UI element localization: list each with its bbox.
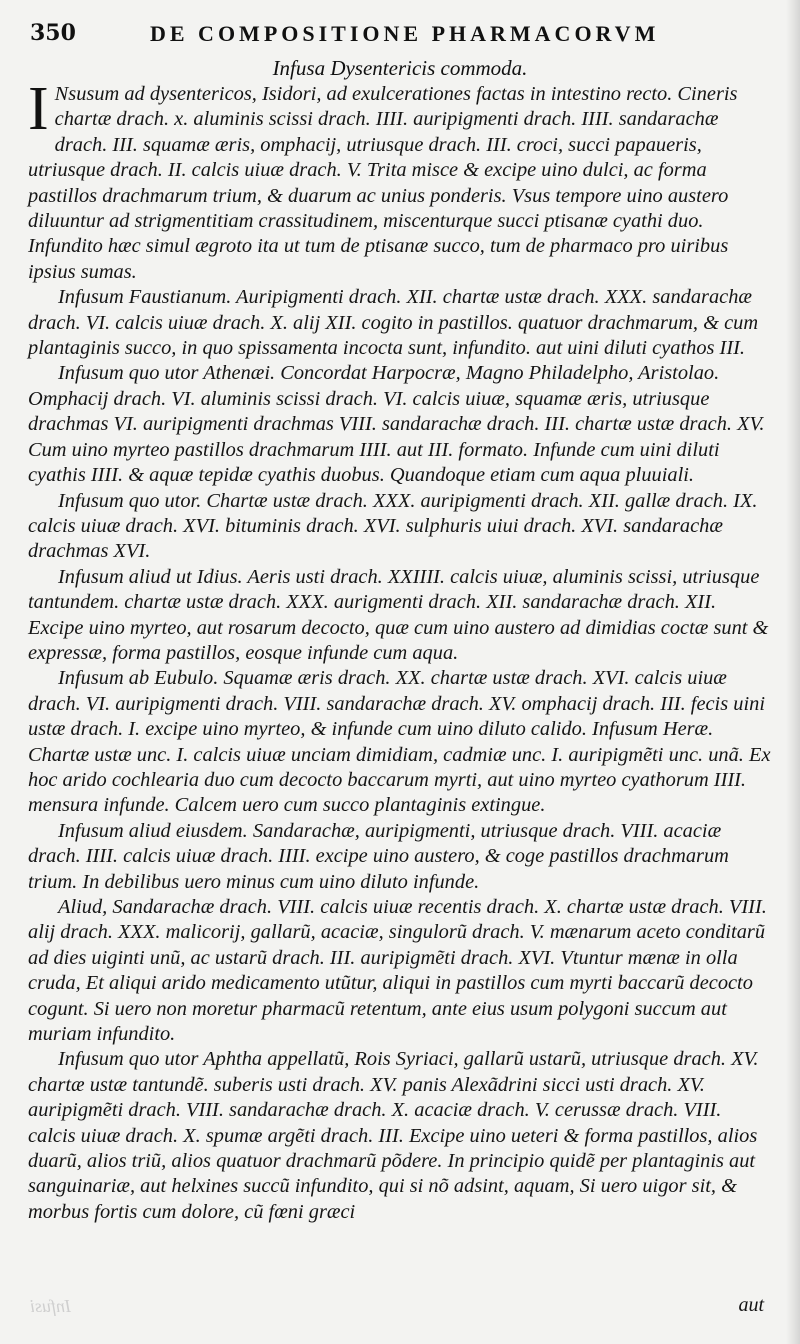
paragraph: Infusum ab Eubulo. Squamæ æris drach. XX. chartæ ustæ drach. XVI. calcis uiuæ drach. VI. auripigmenti drach. VIII. sandarachæ drach. XV. omphacij drach. III. fecis uini ustæ drach. I. excipe uino myrteo, & infunde cum uino diluto calido. Infusum Heræ. Chartæ ustæ unc. I. calcis uiuæ unciam dimidiam, cadmiæ unc. I. auripigmẽti unc. unã. Ex hoc arido cochlearia duo cum decocto baccarum myrti, aut uino myrteo cyathorum IIII. mensura infunde. Calcem uero cum succo plantaginis extingue. bbox=[28, 667, 771, 817]
section-title: Infusa Dysentericis commoda. bbox=[272, 56, 528, 80]
drop-cap: I bbox=[28, 75, 49, 143]
paragraph: Infusum quo utor. Chartæ ustæ drach. XXX. auripigmenti drach. XII. gallæ drach. IX. calcis uiuæ drach. XVI. bituminis drach. XVI. sulphuris uiui drach. XVI. sandarachæ drachmas XVI. bbox=[28, 489, 758, 563]
paragraph: Aliud, Sandarachæ drach. VIII. calcis uiuæ recentis drach. X. chartæ ustæ drach. VIII. alij drach. XXX. malicorij, gallarũ, acaciæ, singulorũ drach. V. mænarum aceto conditarũ ad dies uiginti unũ, ac ustarũ drach. III. auripigmẽti drach. XVI. Vtuntur mænæ in olla cruda, Et aliqui arido medicamento utũtur, aliqui in pastillos cum myrti baccarũ decocto cogunt. Si uero non moretur pharmacũ retentum, ante eius usum polygoni succum aut muriam infundito. bbox=[28, 896, 767, 1046]
paragraph: Infusum Faustianum. Auripigmenti drach. XII. chartæ ustæ drach. XXX. sandarachæ drach. VI. calcis uiuæ drach. X. alij XII. cogito in pastillos. quatuor drachmarum, & cum plantaginis succo, in quo spissamenta incocta sunt, infundito. aut uini diluti cyathos III. bbox=[28, 286, 759, 360]
bleed-through-text: Infusi bbox=[30, 1296, 72, 1316]
catchword: aut bbox=[738, 1294, 764, 1316]
paragraph: Infusum quo utor Aphtha appellatũ, Rois Syriaci, gallarũ ustarũ, utriusque drach. XV. chartæ ustæ tantundẽ. suberis usti drach. XV. panis Alexãdrini sicci usti drach. XV. auripigmẽti drach. VIII. sandarachæ drach. X. acaciæ drach. V. cerussæ drach. VIII. calcis uiuæ drach. X. spumæ argẽti drach. III. Excipe uino ueteri & forma pastillos, alios duarũ, alios triũ, alios quatuor drachmarũ põdere. In principio quidẽ per plantaginis aut sanguinariæ, aut helxines succũ infundito, qui si nõ adsint, aquam, Si uero uigor sit, & morbus fortis cum dolore, cũ fœni græci bbox=[28, 1048, 759, 1223]
page-edge-shadow bbox=[786, 0, 800, 1344]
intro-paragraph bbox=[28, 75, 773, 285]
intro-paragraph-text: Nsusum ad dysentericos, Isidori, ad exulcerationes factas in intestino recto. Cineris chartæ drach. x. aluminis scissi drach. IIII. auripigmenti drach. IIII. sandarachæ drach. III. squamæ æris, omphacij, utriusque drach. III. croci, succi papaueris, utriusque drach. II. calcis uiuæ drach. V. Trita misce & excipe uino dulci, ac forma pastillos drachmarum trium, & duarum ac unius ponderis. Vsus tempore uino austero diluuntur ad strigmentitiam crassitudinem, miscenturque succi ptisanæ cyathi duo. Infundito hæc simul ægroto ita ut tum de ptisanæ succo, tum de pharmaco pro uiribus ipsius sumas. bbox=[28, 83, 738, 283]
page-number: 350 bbox=[30, 20, 76, 46]
paragraph: Infusum aliud ut Idius. Aeris usti drach. XXIIII. calcis uiuæ, aluminis scissi, utriusque tantundem. chartæ ustæ drach. XXX. aurigmenti drach. XII. sandarachæ drach. XII. Excipe uino myrteo, aut rosarum decocto, quæ cum uino austero ad dimidias coctæ sunt & expressæ, forma pastillos, eosque infunde cum aqua. bbox=[28, 565, 769, 664]
paragraph: Infusum aliud eiusdem. Sandarachæ, auripigmenti, utriusque drach. VIII. acaciæ drach. IIII. calcis uiuæ drach. IIII. excipe uino austero, & coge pastillos drachmarum trium. In debilibus uero minus cum uino diluto infunde. bbox=[28, 819, 729, 893]
paragraph: Infusum quo utor Athenæi. Concordat Harpocræ, Magno Philadelpho, Aristolao. Omphacij drach. VI. aluminis scissi drach. VI. calcis uiuæ, squamæ æris, utriusque drachmas VI. auripigmenti drachmas VIII. sandarachæ drach. III. chartæ ustæ drach. XV. Cum uino myrteo pastillos drachmarum IIII. aut III. formato. Infunde cum uini diluti cyathis IIII. & aquæ tepidæ cyathis duobus. Quandoque etiam cum aqua pluuiali. bbox=[28, 362, 765, 487]
page-header bbox=[30, 20, 770, 56]
body-text bbox=[28, 75, 773, 1225]
running-head: DE COMPOSITIONE PHARMACORVM bbox=[150, 21, 660, 46]
